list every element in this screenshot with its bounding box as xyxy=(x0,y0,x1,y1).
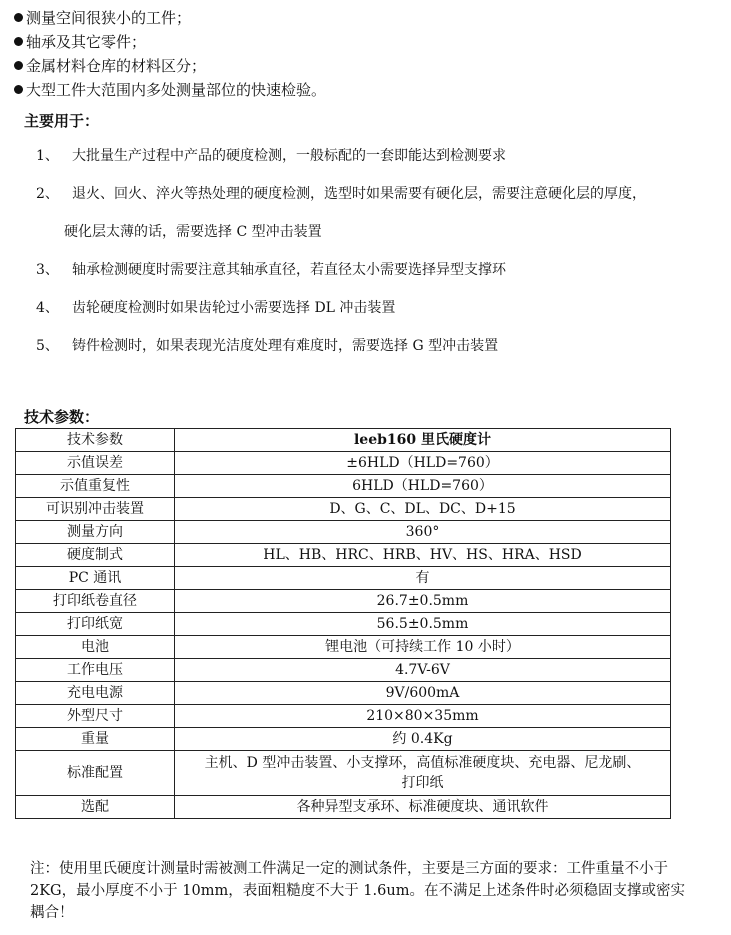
table-row xyxy=(16,682,671,705)
spec-heading: 技术参数： xyxy=(24,408,100,426)
table-cell-key: 外型尺寸 xyxy=(16,705,175,728)
table-cell-value: 各种异型支承环、标准硬度块、通讯软件 xyxy=(175,796,671,819)
note-line: 耦合！ xyxy=(30,905,74,921)
bullet-item: 测量空间很狭小的工件； xyxy=(14,6,714,30)
table-row xyxy=(16,567,671,590)
table-cell-key: 示值误差 xyxy=(16,452,175,475)
bullet-dot-icon xyxy=(14,85,23,94)
bullet-item: 金属材料仓库的材料区分； xyxy=(14,54,714,78)
bullet-item: 轴承及其它零件； xyxy=(14,30,714,54)
table-cell-value: 4.7V-6V xyxy=(175,659,671,682)
table-row xyxy=(16,475,671,498)
table-cell-key: 电池 xyxy=(16,636,175,659)
table-cell-line: 打印纸 xyxy=(401,775,444,791)
table-cell-value: 6HLD（HLD=760） xyxy=(175,475,671,498)
bullet-dot-icon xyxy=(14,13,23,22)
table-cell-value xyxy=(175,751,671,796)
table-cell-key: PC 通讯 xyxy=(16,567,175,590)
table-cell-key: 测量方向 xyxy=(16,521,175,544)
table-header-row xyxy=(16,429,671,452)
spec-table xyxy=(15,428,671,819)
table-cell-key: 打印纸卷直径 xyxy=(16,590,175,613)
table-cell-value: 约 0.4Kg xyxy=(175,728,671,751)
table-row xyxy=(16,728,671,751)
usage-list xyxy=(22,145,722,373)
bullet-dot-icon xyxy=(14,61,23,70)
table-cell-value: 56.5±0.5mm xyxy=(175,613,671,636)
table-cell-key: 选配 xyxy=(16,796,175,819)
note-line: 注：使用里氏硬度计测量时需被测工件满足一定的测试条件，主要是三方面的要求：工件重量不小于 xyxy=(30,861,668,877)
table-cell-value: HL、HB、HRC、HRB、HV、HS、HRA、HSD xyxy=(175,544,671,567)
table-cell-key: 标准配置 xyxy=(16,751,175,796)
table-cell-key: 打印纸宽 xyxy=(16,613,175,636)
table-cell-value: leeb160 里氏硬度计 xyxy=(175,429,671,452)
table-cell-value: 210×80×35mm xyxy=(175,705,671,728)
usage-heading: 主要用于： xyxy=(24,112,100,130)
table-cell-value: 9V/600mA xyxy=(175,682,671,705)
table-row xyxy=(16,705,671,728)
table-row xyxy=(16,452,671,475)
table-row xyxy=(16,521,671,544)
table-cell-key: 工作电压 xyxy=(16,659,175,682)
usage-note xyxy=(30,858,720,924)
table-row xyxy=(16,544,671,567)
usage-item: 3、 轴承检测硬度时需要注意其轴承直径，若直径太小需要选择异型支撑环 xyxy=(36,262,506,278)
table-cell-key: 充电电源 xyxy=(16,682,175,705)
table-row xyxy=(16,636,671,659)
bullet-item: 大型工件大范围内多处测量部位的快速检验。 xyxy=(14,78,714,102)
table-row xyxy=(16,613,671,636)
table-cell-key: 示值重复性 xyxy=(16,475,175,498)
table-cell-value: 有 xyxy=(175,567,671,590)
table-cell-value: D、G、C、DL、DC、D+15 xyxy=(175,498,671,521)
usage-item: 2、 退火、回火、淬火等热处理的硬度检测，选型时如果需要有硬化层，需要注意硬化层的厚度， xyxy=(36,186,646,202)
usage-item: 4、 齿轮硬度检测时如果齿轮过小需要选择 DL 冲击装置 xyxy=(36,300,396,316)
application-bullet-list xyxy=(14,6,714,102)
usage-item: 1、 大批量生产过程中产品的硬度检测，一般标配的一套即能达到检测要求 xyxy=(36,148,506,164)
table-cell-key: 硬度制式 xyxy=(16,544,175,567)
table-row xyxy=(16,498,671,521)
table-cell-key: 可识别冲击装置 xyxy=(16,498,175,521)
table-cell-value: 锂电池（可持续工作 10 小时） xyxy=(175,636,671,659)
table-row xyxy=(16,796,671,819)
table-cell-value: 360° xyxy=(175,521,671,544)
table-cell-line: 主机、D 型冲击装置、小支撑环，高值标准硬度块、充电器、尼龙刷、 xyxy=(204,755,641,771)
table-cell-value: ±6HLD（HLD=760） xyxy=(175,452,671,475)
table-cell-key: 技术参数 xyxy=(16,429,175,452)
usage-item-continuation: 硬化层太薄的话，需要选择 C 型冲击装置 xyxy=(64,224,322,240)
table-cell-key: 重量 xyxy=(16,728,175,751)
table-row xyxy=(16,751,671,796)
table-cell-value: 26.7±0.5mm xyxy=(175,590,671,613)
usage-item: 5、 铸件检测时，如果表现光洁度处理有难度时，需要选择 G 型冲击装置 xyxy=(36,338,499,354)
table-row xyxy=(16,590,671,613)
bullet-dot-icon xyxy=(14,37,23,46)
table-row xyxy=(16,659,671,682)
note-line: 2KG，最小厚度不小于 10mm，表面粗糙度不大于 1.6um。在不满足上述条件时必须稳固支撑或密实 xyxy=(30,883,685,899)
